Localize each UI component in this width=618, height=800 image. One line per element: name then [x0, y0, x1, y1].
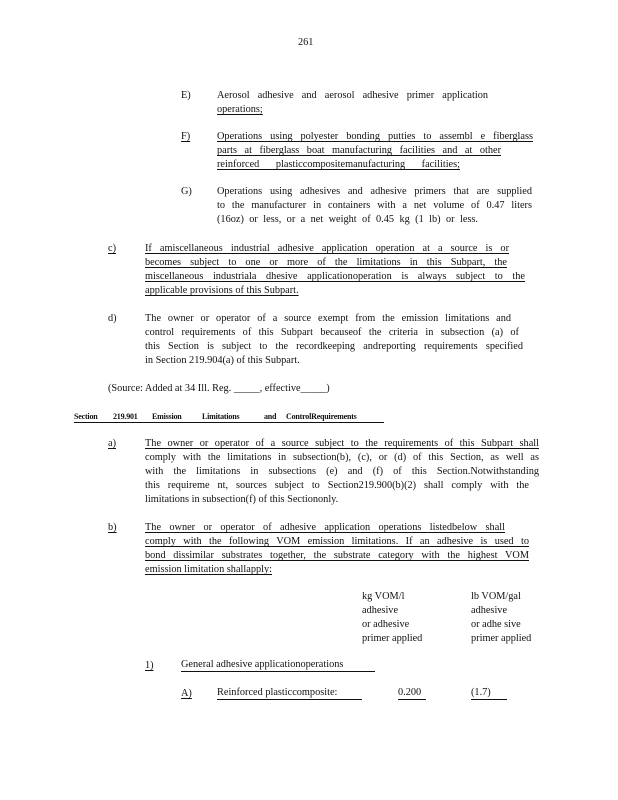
para-a-label: a) [108, 438, 116, 449]
para-a-line-4: this requireme nt, sources subject to Section219.900(b)(2) shall comply with the [145, 480, 529, 491]
para-c-label: c) [108, 243, 116, 254]
para-c-line-2: becomes subject to one or more of the limitations in this Subpart, the [145, 257, 507, 268]
section-heading [74, 410, 384, 423]
imperial-header-line-3: or adhe sive [471, 619, 521, 630]
section-number: 219.901 [113, 412, 138, 421]
item-1a-label: A) [181, 688, 192, 699]
section-title-word-3: and [264, 412, 277, 421]
para-c-line-4: applicable provisions of this Subpart. [145, 285, 299, 296]
page-number: 261 [298, 37, 314, 48]
para-a-line-5: limitations in subsection(f) of this Sectiononly. [145, 494, 339, 505]
item-e-line-1: Aerosol adhesive and aerosol adhesive primer application [217, 90, 488, 101]
metric-header-line-1: kg VOM/l [362, 591, 405, 602]
para-a-line-3: with the limitations in subsections (e) and (f) of this Section.Notwithstanding [145, 466, 539, 477]
para-d-line-2: control requirements of this Subpart becauseof the criteria in subsection (a) of [145, 327, 519, 338]
metric-header-line-4: primer applied [362, 633, 423, 644]
section-title-word-1: Emission [152, 412, 182, 421]
table-header-imperial [471, 590, 531, 646]
para-d-line-3: this Section is subject to the recordkeeping andreporting requirements specified [145, 341, 523, 352]
para-c-text [145, 242, 525, 298]
item-g-label: G) [181, 186, 192, 197]
imperial-header-line-1: lb VOM/gal [471, 591, 521, 602]
item-1a-kg-value: 0.200 [398, 687, 422, 698]
para-d-label: d) [108, 313, 117, 324]
item-f-text [217, 130, 533, 172]
section-title-word-4: ControlRequirements [286, 412, 357, 421]
item-1a-text: Reinforced plasticcomposite: [217, 687, 338, 698]
metric-header-line-2: adhesive [362, 605, 399, 616]
item-e-line-2: operations; [217, 104, 263, 115]
table-header-metric [362, 590, 422, 646]
imperial-header-line-2: adhesive [471, 605, 508, 616]
para-b-text [145, 521, 529, 577]
para-b-line-3: bond dissimilar substrates together, the substrate category with the highest VOM [145, 550, 529, 561]
item-f-line-1: Operations using polyester bonding putties to assembl e fiberglass [217, 131, 533, 142]
item-f-label: F) [181, 131, 191, 142]
para-b-line-2: comply with the following VOM emission limitations. If an adhesive is used to [145, 536, 529, 547]
para-a-line-2: comply with the limitations in subsection(b), (c), or (d) of this Section, as well as [145, 452, 539, 463]
item-1-label: 1) [145, 660, 154, 671]
metric-header-line-3: or adhesive [362, 619, 410, 630]
para-a-text [145, 437, 539, 507]
imperial-header-line-4: primer applied [471, 633, 532, 644]
para-d-line-1: The owner or operator of a source exempt from the emission limitations and [145, 313, 511, 324]
para-b-label: b) [108, 522, 117, 533]
para-c-line-3: miscellaneous industriala dhesive applicationoperation is always subject to the [145, 271, 525, 282]
para-b-line-1: The owner or operator of adhesive application operations listedbelow shall [145, 522, 505, 533]
item-1a-lb-value: (1.7) [471, 687, 491, 698]
item-e-text [217, 89, 488, 117]
source-note: (Source: Added at 34 Ill. Reg. _____, effective_____) [108, 383, 330, 394]
item-f-line-3: reinforced plasticcompositemanufacturing facilities; [217, 159, 460, 170]
section-label: Section [74, 412, 98, 421]
item-e-label: E) [181, 90, 191, 101]
item-g-line-3: (16oz) or less, or a net weight of 0.45 kg (1 lb) or less. [217, 214, 478, 225]
item-g-line-1: Operations using adhesives and adhesive primers that are supplied [217, 186, 532, 197]
para-a-line-1: The owner or operator of a source subject to the requirements of this Subpart shall [145, 438, 539, 449]
item-g-text [217, 185, 532, 227]
item-1-text: General adhesive applicationoperations [181, 659, 344, 670]
item-g-line-2: to the manufacturer in containers with a net volume of 0.47 liters [217, 200, 532, 211]
item-f-line-2: parts at fiberglass boat manufacturing facilities and at other [217, 145, 501, 156]
para-d-text [145, 312, 525, 368]
para-b-line-4: emission limitation shallapply: [145, 564, 272, 575]
para-c-line-1: If amiscellaneous industrial adhesive application operation at a source is or [145, 243, 509, 254]
para-d-line-4: in Section 219.904(a) of this Subpart. [145, 355, 300, 366]
section-title-word-2: Limitations [202, 412, 240, 421]
